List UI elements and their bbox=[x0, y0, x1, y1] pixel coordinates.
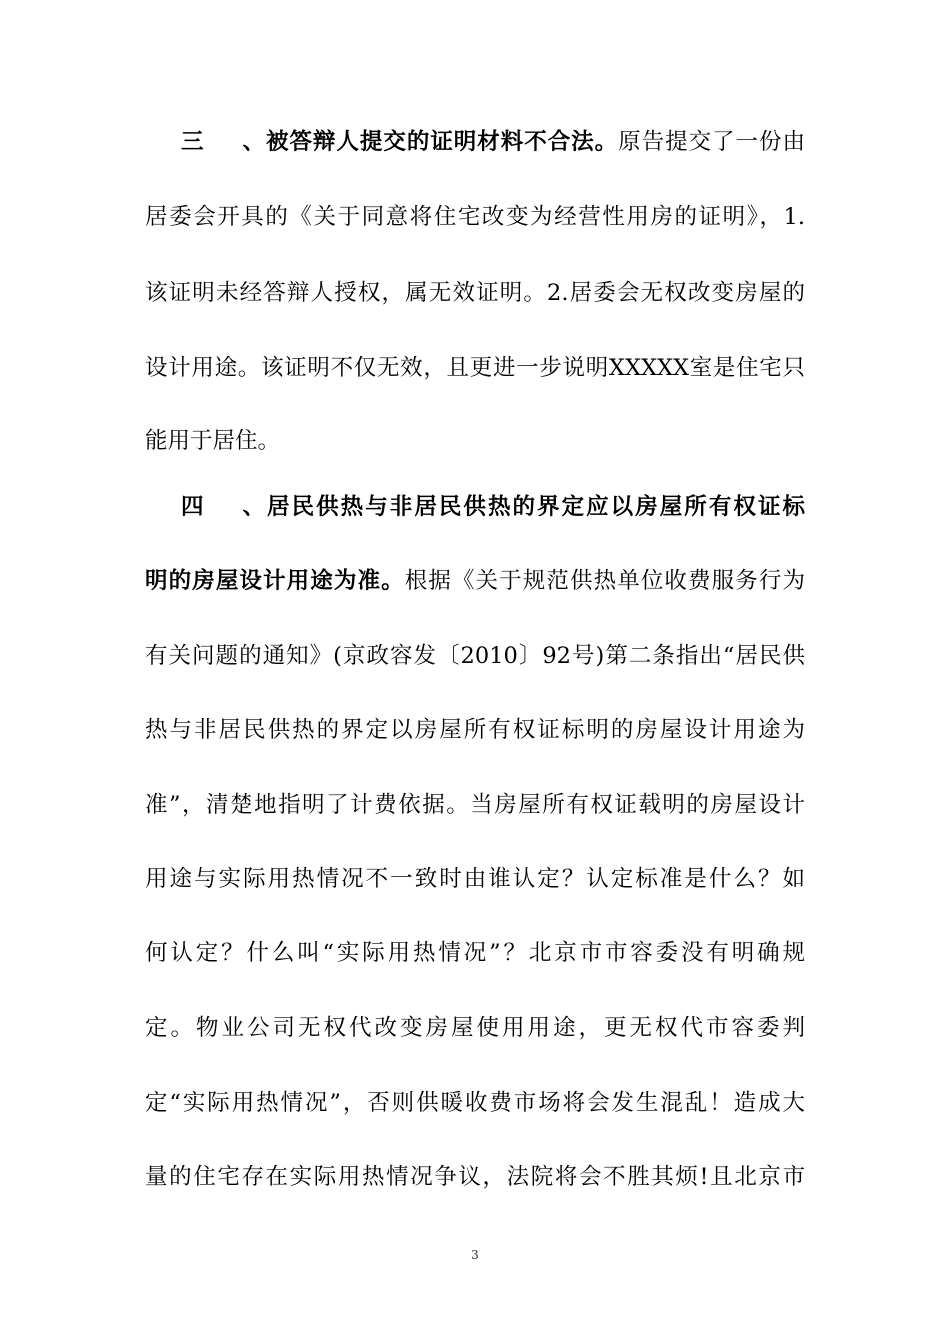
section-3-line-1 bbox=[145, 127, 805, 157]
section-4-text: 根据《关于规范供热单位收费服务行为 bbox=[404, 568, 805, 594]
section-4-line-4: 热与非居民供热的界定以房屋所有权证标明的房屋设计用途为 bbox=[145, 717, 805, 743]
section-4-line-5: 准”，清楚地指明了计费依据。当房屋所有权证载明的房屋设计 bbox=[145, 792, 805, 818]
section-3-line-3: 该证明未经答辩人授权，属无效证明。2.居委会无权改变房屋的 bbox=[145, 280, 805, 306]
section-4-line-10: 量的住宅存在实际用热情况争议，法院将会不胜其烦!且北京市 bbox=[145, 1164, 805, 1190]
section-4-line-7: 何认定？什么叫“实际用热情况”？北京市市容委没有明确规 bbox=[145, 940, 805, 966]
section-4-line-9: 定“实际用热情况”，否则供暖收费市场将会发生混乱！造成大 bbox=[145, 1090, 805, 1116]
section-4-title-part-1: 居民供热与非居民供热的界定应以房屋所有权证标 bbox=[265, 494, 805, 520]
section-4-title-part-2: 明的房屋设计用途为准。 bbox=[145, 568, 405, 594]
page-number: 3 bbox=[471, 1248, 479, 1262]
section-3-line-2: 居委会开具的《关于同意将住宅改变为经营性用房的证明》，1. bbox=[145, 204, 805, 230]
section-3-text: 原告提交了一份由 bbox=[618, 129, 805, 155]
section-3-line-5: 能用于居住。 bbox=[145, 428, 281, 454]
section-3-number: 三、 bbox=[181, 129, 265, 155]
section-4-line-2 bbox=[145, 566, 805, 596]
section-4-number: 四、 bbox=[181, 494, 265, 520]
section-3-line-4: 设计用途。该证明不仅无效，且更进一步说明XXXXX室是住宅只 bbox=[145, 355, 805, 381]
section-4-line-1 bbox=[145, 492, 805, 522]
section-4-line-6: 用途与实际用热情况不一致时由谁认定？认定标准是什么？如 bbox=[145, 866, 805, 892]
section-4-line-3: 有关问题的通知》(京政容发〔2010〕92号)第二条指出“居民供 bbox=[145, 643, 805, 669]
section-3-title: 被答辩人提交的证明材料不合法。 bbox=[265, 129, 619, 155]
section-4-line-8: 定。物业公司无权代改变房屋使用用途，更无权代市容委判 bbox=[145, 1015, 805, 1041]
